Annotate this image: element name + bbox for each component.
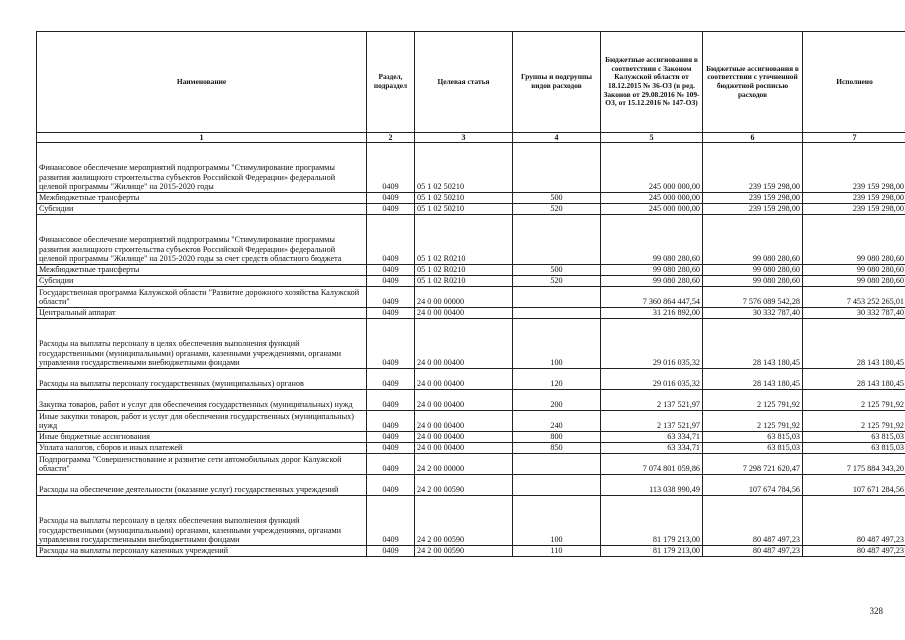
row-law-amount: 99 080 280,60 <box>601 215 703 265</box>
table-row <box>37 319 905 369</box>
row-target: 05 1 02 50210 <box>415 193 513 204</box>
row-name: Расходы на обеспечение деятельности (оказание услуг) государственных учреждений <box>37 475 367 496</box>
row-law-amount: 245 000 000,00 <box>601 204 703 215</box>
row-section: 0409 <box>367 193 415 204</box>
column-number: 6 <box>703 133 803 143</box>
row-refined-amount: 99 080 280,60 <box>703 215 803 265</box>
row-executed-amount: 99 080 280,60 <box>803 215 905 265</box>
row-executed-amount: 239 159 298,00 <box>803 143 905 193</box>
row-refined-amount: 28 143 180,45 <box>703 369 803 390</box>
row-refined-amount: 7 576 089 542,28 <box>703 287 803 308</box>
table-header-row <box>37 32 905 133</box>
row-name: Закупка товаров, работ и услуг для обеспечения государственных (муниципальных) нужд <box>37 390 367 411</box>
row-executed-amount: 28 143 180,45 <box>803 319 905 369</box>
row-group: 800 <box>513 432 601 443</box>
row-executed-amount: 99 080 280,60 <box>803 276 905 287</box>
row-section: 0409 <box>367 454 415 475</box>
row-refined-amount: 7 298 721 620,47 <box>703 454 803 475</box>
column-number: 2 <box>367 133 415 143</box>
row-group: 520 <box>513 276 601 287</box>
row-name: Расходы на выплаты персоналу в целях обеспечения выполнения функций государственными (муниципальными) органами, казенными учреждениями, органами управления государственными внебюджетными фондами <box>37 496 367 546</box>
row-executed-amount: 7 175 884 343,20 <box>803 454 905 475</box>
table-row <box>37 432 905 443</box>
row-executed-amount: 2 125 791,92 <box>803 390 905 411</box>
row-target: 24 2 00 00000 <box>415 454 513 475</box>
row-target: 24 0 00 00400 <box>415 443 513 454</box>
row-target: 24 0 00 00400 <box>415 390 513 411</box>
row-law-amount: 81 179 213,00 <box>601 496 703 546</box>
row-executed-amount: 239 159 298,00 <box>803 193 905 204</box>
row-refined-amount: 30 332 787,40 <box>703 308 803 319</box>
row-refined-amount: 99 080 280,60 <box>703 265 803 276</box>
row-section: 0409 <box>367 308 415 319</box>
row-target: 24 0 00 00400 <box>415 369 513 390</box>
row-section: 0409 <box>367 496 415 546</box>
row-target: 24 0 00 00400 <box>415 432 513 443</box>
row-name: Государственная программа Калужской области "Развитие дорожного хозяйства Калужской области" <box>37 287 367 308</box>
table-row <box>37 369 905 390</box>
row-target: 05 1 02 50210 <box>415 204 513 215</box>
row-group: 100 <box>513 319 601 369</box>
row-target: 24 2 00 00590 <box>415 496 513 546</box>
row-refined-amount: 63 815,03 <box>703 432 803 443</box>
row-law-amount: 7 360 864 447,54 <box>601 287 703 308</box>
row-refined-amount: 239 159 298,00 <box>703 204 803 215</box>
row-law-amount: 245 000 000,00 <box>601 193 703 204</box>
table-row <box>37 454 905 475</box>
row-name: Субсидии <box>37 204 367 215</box>
row-group: 100 <box>513 496 601 546</box>
table-row <box>37 143 905 193</box>
row-group: 120 <box>513 369 601 390</box>
column-number: 4 <box>513 133 601 143</box>
row-group: 500 <box>513 193 601 204</box>
header-refined: Бюджетные ассигнования в соответствии с уточненной бюджетной росписью расходов <box>703 32 803 133</box>
row-group: 240 <box>513 411 601 432</box>
table-row <box>37 411 905 432</box>
column-number: 5 <box>601 133 703 143</box>
table-row <box>37 546 905 557</box>
row-target: 24 0 00 00400 <box>415 319 513 369</box>
row-group: 500 <box>513 265 601 276</box>
row-executed-amount: 7 453 252 265,01 <box>803 287 905 308</box>
row-name: Финансовое обеспечение мероприятий подпрограммы "Стимулирование программы развития жилищного строительства субъектов Российской Федерации» федеральной целевой программы "Жилище" на 2015-2020 годы за счет средств областного бюджета <box>37 215 367 265</box>
row-executed-amount: 99 080 280,60 <box>803 265 905 276</box>
row-executed-amount: 28 143 180,45 <box>803 369 905 390</box>
budget-table <box>36 31 905 557</box>
table-body <box>37 143 905 557</box>
row-law-amount: 2 137 521,97 <box>601 390 703 411</box>
row-law-amount: 29 016 035,32 <box>601 319 703 369</box>
row-refined-amount: 80 487 497,23 <box>703 546 803 557</box>
row-target: 24 0 00 00400 <box>415 411 513 432</box>
column-number: 1 <box>37 133 367 143</box>
row-name: Расходы на выплаты персоналу в целях обеспечения выполнения функций государственными (муниципальными) органами, казенными учреждениями, органами управления государственными внебюджетными фондами <box>37 319 367 369</box>
row-name: Межбюджетные трансферты <box>37 193 367 204</box>
row-group: 110 <box>513 546 601 557</box>
column-number: 3 <box>415 133 513 143</box>
row-target: 24 2 00 00590 <box>415 475 513 496</box>
header-law: Бюджетные ассигнования в соответствии с Законом Калужской области от 18.12.2015 № 36-ОЗ (в ред. Законов от 29.08.2016 № 109-ОЗ, от 15.12.2016 № 147-ОЗ) <box>601 32 703 133</box>
row-section: 0409 <box>367 475 415 496</box>
header-section: Раздел, подраздел <box>367 32 415 133</box>
table-row <box>37 496 905 546</box>
row-executed-amount: 239 159 298,00 <box>803 204 905 215</box>
row-target: 05 1 02 R0210 <box>415 265 513 276</box>
table-row <box>37 308 905 319</box>
row-refined-amount: 2 125 791,92 <box>703 411 803 432</box>
table-row <box>37 443 905 454</box>
row-name: Уплата налогов, сборов и иных платежей <box>37 443 367 454</box>
row-executed-amount: 63 815,03 <box>803 432 905 443</box>
table-row <box>37 265 905 276</box>
row-section: 0409 <box>367 265 415 276</box>
row-target: 05 1 02 R0210 <box>415 215 513 265</box>
row-section: 0409 <box>367 276 415 287</box>
page-number: 328 <box>869 606 883 616</box>
row-law-amount: 7 074 801 059,86 <box>601 454 703 475</box>
row-name: Субсидии <box>37 276 367 287</box>
row-name: Центральный аппарат <box>37 308 367 319</box>
row-executed-amount: 2 125 791,92 <box>803 411 905 432</box>
row-group <box>513 215 601 265</box>
row-executed-amount: 30 332 787,40 <box>803 308 905 319</box>
table-row <box>37 215 905 265</box>
row-name: Подпрограмма "Совершенствование и развитие сети автомобильных дорог Калужской области" <box>37 454 367 475</box>
row-refined-amount: 80 487 497,23 <box>703 496 803 546</box>
row-section: 0409 <box>367 432 415 443</box>
table-row <box>37 276 905 287</box>
row-section: 0409 <box>367 443 415 454</box>
row-section: 0409 <box>367 411 415 432</box>
row-law-amount: 63 334,71 <box>601 432 703 443</box>
row-section: 0409 <box>367 204 415 215</box>
row-target: 24 0 00 00000 <box>415 287 513 308</box>
header-executed: Исполнено <box>803 32 905 133</box>
table-row <box>37 475 905 496</box>
column-number-row <box>37 133 905 143</box>
row-name: Финансовое обеспечение мероприятий подпрограммы "Стимулирование программы развития жилищного строительства субъектов Российской Федерации» федеральной целевой программы "Жилище" на 2015-2020 годы <box>37 143 367 193</box>
row-section: 0409 <box>367 369 415 390</box>
table-row <box>37 193 905 204</box>
row-section: 0409 <box>367 319 415 369</box>
header-target: Целевая статья <box>415 32 513 133</box>
header-name: Наименование <box>37 32 367 133</box>
row-law-amount: 29 016 035,32 <box>601 369 703 390</box>
row-law-amount: 99 080 280,60 <box>601 265 703 276</box>
row-group <box>513 475 601 496</box>
row-name: Межбюджетные трансферты <box>37 265 367 276</box>
row-law-amount: 2 137 521,97 <box>601 411 703 432</box>
row-law-amount: 99 080 280,60 <box>601 276 703 287</box>
row-refined-amount: 107 674 784,56 <box>703 475 803 496</box>
table-row <box>37 390 905 411</box>
row-refined-amount: 239 159 298,00 <box>703 143 803 193</box>
row-executed-amount: 80 487 497,23 <box>803 496 905 546</box>
row-executed-amount: 107 671 284,56 <box>803 475 905 496</box>
row-refined-amount: 28 143 180,45 <box>703 319 803 369</box>
row-section: 0409 <box>367 287 415 308</box>
row-section: 0409 <box>367 143 415 193</box>
row-refined-amount: 239 159 298,00 <box>703 193 803 204</box>
row-target: 05 1 02 R0210 <box>415 276 513 287</box>
row-group <box>513 287 601 308</box>
row-executed-amount: 63 815,03 <box>803 443 905 454</box>
row-target: 24 2 00 00590 <box>415 546 513 557</box>
row-group <box>513 308 601 319</box>
row-name: Расходы на выплаты персоналу казенных учреждений <box>37 546 367 557</box>
row-law-amount: 63 334,71 <box>601 443 703 454</box>
row-name: Расходы на выплаты персоналу государственных (муниципальных) органов <box>37 369 367 390</box>
row-law-amount: 31 216 892,00 <box>601 308 703 319</box>
row-law-amount: 81 179 213,00 <box>601 546 703 557</box>
row-target: 05 1 02 50210 <box>415 143 513 193</box>
row-section: 0409 <box>367 215 415 265</box>
row-section: 0409 <box>367 390 415 411</box>
row-refined-amount: 99 080 280,60 <box>703 276 803 287</box>
table-row <box>37 287 905 308</box>
column-number: 7 <box>803 133 905 143</box>
row-group: 520 <box>513 204 601 215</box>
row-section: 0409 <box>367 546 415 557</box>
row-group <box>513 454 601 475</box>
row-executed-amount: 80 487 497,23 <box>803 546 905 557</box>
row-law-amount: 245 000 000,00 <box>601 143 703 193</box>
row-group: 850 <box>513 443 601 454</box>
header-group: Группы и подгруппы видов расходов <box>513 32 601 133</box>
row-refined-amount: 2 125 791,92 <box>703 390 803 411</box>
row-group: 200 <box>513 390 601 411</box>
row-name: Иные бюджетные ассигнования <box>37 432 367 443</box>
row-target: 24 0 00 00400 <box>415 308 513 319</box>
row-law-amount: 113 038 990,49 <box>601 475 703 496</box>
row-refined-amount: 63 815,03 <box>703 443 803 454</box>
row-group <box>513 143 601 193</box>
row-name: Иные закупки товаров, работ и услуг для обеспечения государственных (муниципальных) нужд <box>37 411 367 432</box>
table-row <box>37 204 905 215</box>
